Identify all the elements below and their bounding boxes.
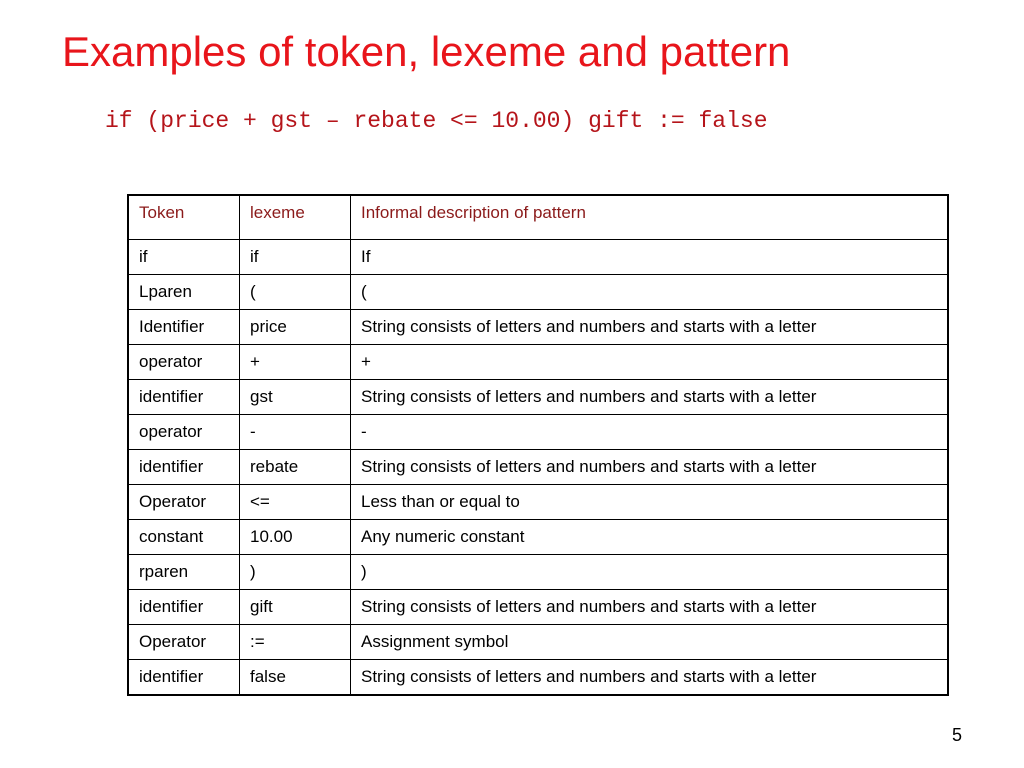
token-cell: Operator	[128, 485, 240, 520]
lexeme-cell: gst	[240, 380, 351, 415]
pattern-cell: String consists of letters and numbers and starts with a letter	[351, 590, 949, 625]
token-cell: rparen	[128, 555, 240, 590]
pattern-cell: String consists of letters and numbers and starts with a letter	[351, 450, 949, 485]
table-row	[128, 380, 948, 415]
table-header-row	[128, 195, 948, 240]
lexeme-cell: +	[240, 345, 351, 380]
pattern-cell: Less than or equal to	[351, 485, 949, 520]
table-row	[128, 450, 948, 485]
lexeme-cell: (	[240, 275, 351, 310]
lexeme-cell: )	[240, 555, 351, 590]
pattern-cell: Assignment symbol	[351, 625, 949, 660]
table-row	[128, 520, 948, 555]
table-row	[128, 625, 948, 660]
header-lexeme: lexeme	[240, 195, 351, 240]
token-cell: Identifier	[128, 310, 240, 345]
token-cell: identifier	[128, 380, 240, 415]
table-row	[128, 310, 948, 345]
table-row	[128, 240, 948, 275]
table-row	[128, 275, 948, 310]
table-row	[128, 555, 948, 590]
lexeme-cell: if	[240, 240, 351, 275]
pattern-cell: If	[351, 240, 949, 275]
pattern-cell: String consists of letters and numbers and starts with a letter	[351, 380, 949, 415]
lexeme-cell: rebate	[240, 450, 351, 485]
token-table	[127, 194, 949, 696]
page-number: 5	[951, 725, 962, 745]
lexeme-cell: <=	[240, 485, 351, 520]
token-cell: Operator	[128, 625, 240, 660]
token-cell: identifier	[128, 660, 240, 696]
lexeme-cell: -	[240, 415, 351, 450]
table-row	[128, 660, 948, 696]
header-pattern: Informal description of pattern	[351, 195, 949, 240]
code-example: if (price + gst – rebate <= 10.00) gift := false	[105, 108, 768, 134]
token-cell: if	[128, 240, 240, 275]
pattern-cell: )	[351, 555, 949, 590]
table-row	[128, 415, 948, 450]
token-cell: identifier	[128, 590, 240, 625]
token-cell: operator	[128, 415, 240, 450]
header-token: Token	[128, 195, 240, 240]
pattern-cell: String consists of letters and numbers and starts with a letter	[351, 660, 949, 696]
pattern-cell: +	[351, 345, 949, 380]
lexeme-cell: 10.00	[240, 520, 351, 555]
lexeme-cell: gift	[240, 590, 351, 625]
lexeme-cell: price	[240, 310, 351, 345]
table-row	[128, 345, 948, 380]
table-row	[128, 485, 948, 520]
pattern-cell: Any numeric constant	[351, 520, 949, 555]
token-cell: Lparen	[128, 275, 240, 310]
token-cell: operator	[128, 345, 240, 380]
pattern-cell: (	[351, 275, 949, 310]
token-cell: constant	[128, 520, 240, 555]
pattern-cell: -	[351, 415, 949, 450]
lexeme-cell: :=	[240, 625, 351, 660]
token-cell: identifier	[128, 450, 240, 485]
slide-title: Examples of token, lexeme and pattern	[62, 28, 791, 75]
pattern-cell: String consists of letters and numbers and starts with a letter	[351, 310, 949, 345]
lexeme-cell: false	[240, 660, 351, 696]
table-row	[128, 590, 948, 625]
